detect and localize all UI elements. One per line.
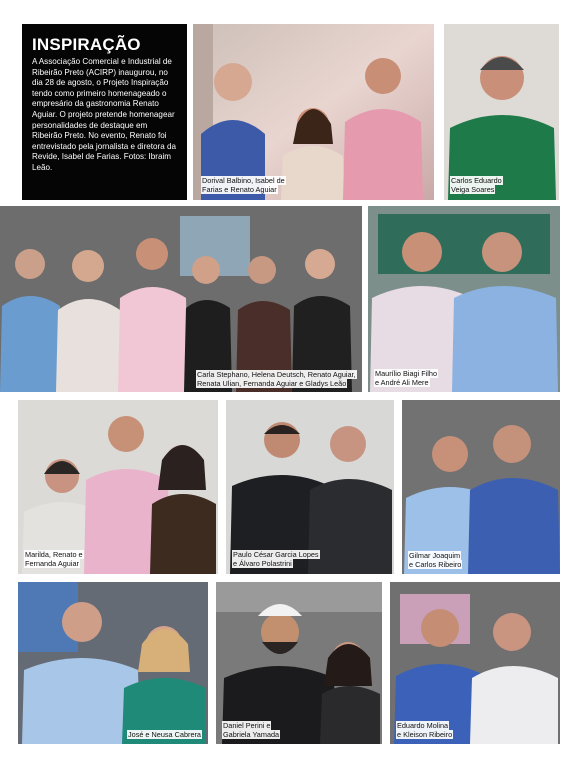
photo-4 [368, 206, 560, 392]
photo-4-caption [374, 369, 438, 387]
caption-line: Veiga Soares [451, 185, 495, 194]
caption-line: Dorival Balbino, Isabel de [202, 176, 285, 185]
photo-6-image [226, 400, 394, 574]
photo-10-image [390, 582, 560, 744]
photo-5 [18, 400, 218, 574]
photo-1-image [193, 24, 434, 200]
caption-line: e Kleison Ribeiro [397, 730, 453, 739]
photo-2 [444, 24, 559, 200]
photo-3 [0, 206, 362, 392]
photo-2-caption [450, 176, 503, 194]
caption-line: e Álvaro Polastrini [233, 559, 292, 568]
photo-1 [193, 24, 434, 200]
photo-5-image [18, 400, 218, 574]
caption-line: Renata Ulian, Fernanda Aguiar e Gladys Leão [197, 379, 347, 388]
caption-line: Eduardo Molina [397, 721, 449, 730]
caption-line: Maurílio Biagi Filho [375, 369, 438, 378]
intro-text: A Associação Comercial e Industrial de Ribeirão Preto (ACIRP) inaugurou, no dia 28 de agosto, o Projeto Inspiração tendo como primeiro homenageado o empresário da gastronomia Renato Aguiar. O projeto pretende homenagear personalidades de destaque em Ribeirão Preto. No evento, Renato foi entrevistado pela jornalista e diretora da Revide, Isabel de Farias. Fotos: Ibraim Leão. [32, 57, 176, 172]
photo-10 [390, 582, 560, 744]
caption-line: Marilda, Renato e [25, 550, 83, 559]
caption-line: Carla Stephano, Helena Deutsch, Renato Aguiar, [197, 370, 356, 379]
photo-3-image [0, 206, 362, 392]
caption-line: Daniel Perini e [223, 721, 271, 730]
caption-line: Gabriela Yamada [223, 730, 280, 739]
photo-7-image [402, 400, 560, 574]
caption-line: Fernanda Aguiar [25, 559, 79, 568]
caption-line: e Carlos Ribeiro [409, 560, 462, 569]
photo-1-caption [201, 176, 286, 194]
photo-9-caption [222, 721, 280, 739]
intro-box [22, 24, 187, 200]
photo-7 [402, 400, 560, 574]
photo-3-caption [196, 370, 357, 388]
photo-8-image [18, 582, 208, 744]
photo-5-caption [24, 550, 84, 568]
photo-6 [226, 400, 394, 574]
caption-line: Paulo César Garcia Lopes [233, 550, 319, 559]
photo-9-image [216, 582, 382, 744]
caption-line: e André Ali Mere [375, 378, 429, 387]
caption-line: José e Neusa Cabrera [127, 730, 201, 739]
caption-line: Farias e Renato Aguiar [202, 185, 277, 194]
photo-4-image [368, 206, 560, 392]
photo-2-image [444, 24, 559, 200]
photo-10-caption [396, 721, 453, 739]
caption-line: Carlos Eduardo [451, 176, 502, 185]
photo-8 [18, 582, 208, 744]
section-title: INSPIRAÇÃO [32, 35, 141, 54]
photo-6-caption [232, 550, 320, 568]
caption-line: Gilmar Joaquim [409, 551, 461, 560]
photo-8-caption [127, 730, 202, 739]
photo-7-caption [408, 551, 462, 569]
photo-9 [216, 582, 382, 744]
